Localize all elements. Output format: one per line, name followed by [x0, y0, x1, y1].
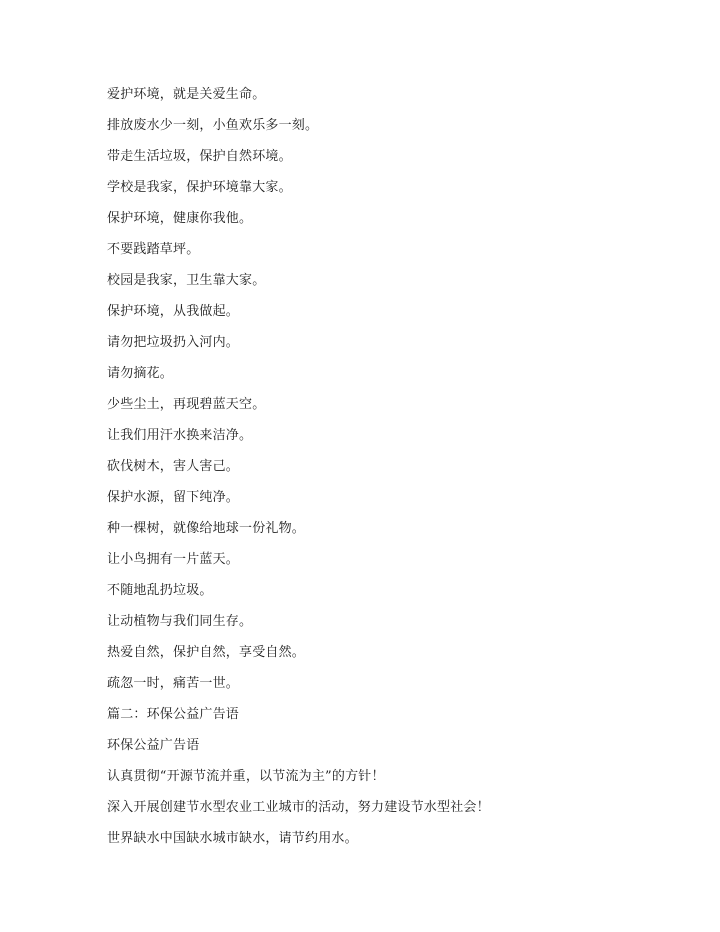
text-line: 排放废水少一刻，小鱼欢乐多一刻。: [107, 118, 319, 133]
text-line: 让小鸟拥有一片蓝天。: [107, 552, 240, 567]
text-line: 世界缺水中国缺水城市缺水，请节约用水。: [107, 831, 358, 846]
text-line: 不要践踏草坪。: [107, 242, 200, 257]
text-line: 深入开展创建节水型农业工业城市的活动，努力建设节水型社会！: [107, 800, 490, 815]
section-heading: 篇二：环保公益广告语: [107, 707, 240, 722]
text-line: 让动植物与我们同生存。: [107, 614, 253, 629]
text-line: 热爱自然，保护自然，享受自然。: [107, 645, 306, 660]
text-line: 砍伐树木，害人害己。: [107, 459, 240, 474]
document-body: [107, 84, 687, 859]
text-line: 保护水源，留下纯净。: [107, 490, 240, 505]
text-line: 学校是我家，保护环境靠大家。: [107, 180, 292, 195]
text-line: 请勿把垃圾扔入河内。: [107, 335, 240, 350]
text-line: 请勿摘花。: [107, 366, 174, 381]
text-line: 不随地乱扔垃圾。: [107, 583, 213, 598]
text-line: 认真贯彻“开源节流并重，以节流为主”的方针！: [107, 769, 385, 784]
text-line: 带走生活垃圾，保护自然环境。: [107, 149, 292, 164]
text-line: 种一棵树，就像给地球一份礼物。: [107, 521, 306, 536]
text-line: 保护环境，从我做起。: [107, 304, 240, 319]
text-line: 爱护环境，就是关爱生命。: [107, 87, 266, 102]
text-line: 校园是我家，卫生靠大家。: [107, 273, 266, 288]
text-line: 疏忽一时，痛苦一世。: [107, 676, 240, 691]
text-line: 保护环境，健康你我他。: [107, 211, 253, 226]
text-line: 少些尘土，再现碧蓝天空。: [107, 397, 266, 412]
text-line: 让我们用汗水换来洁净。: [107, 428, 253, 443]
section-subheading: 环保公益广告语: [107, 738, 200, 753]
